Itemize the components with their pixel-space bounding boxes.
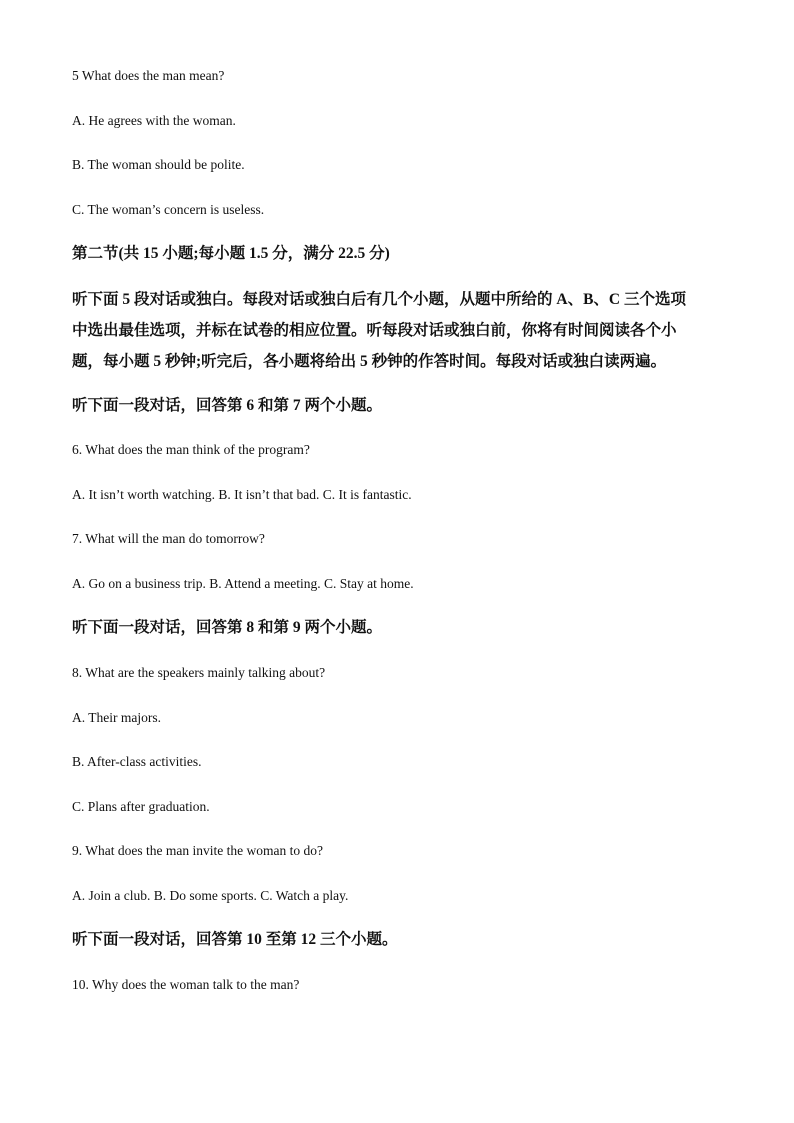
question-7-options: A. Go on a business trip. B. Attend a meeting. C. Stay at home. — [72, 576, 414, 591]
section-2-title: 第二节(共 15 小题;每小题 1.5 分，满分 22.5 分) — [72, 245, 390, 262]
group-2-heading: 听下面一段对话，回答第 8 和第 9 两个小题。 — [72, 619, 383, 636]
question-5-stem: 5 What does the man mean? — [72, 68, 225, 83]
section-2-instruction-line-3: 题，每小题 5 秒钟;听完后，各小题将给出 5 秒钟的作答时间。每段对话或独白读两遍。 — [72, 353, 667, 370]
question-5-option-b: B. The woman should be polite. — [72, 157, 245, 172]
question-10-stem: 10. Why does the woman talk to the man? — [72, 977, 300, 992]
question-6-stem: 6. What does the man think of the program? — [72, 442, 310, 457]
question-8-option-b: B. After-class activities. — [72, 754, 202, 769]
group-3-heading: 听下面一段对话，回答第 10 至第 12 三个小题。 — [72, 931, 398, 948]
group-1-heading: 听下面一段对话，回答第 6 和第 7 两个小题。 — [72, 397, 383, 414]
question-6-options: A. It isn’t worth watching. B. It isn’t that bad. C. It is fantastic. — [72, 487, 412, 502]
section-2-instruction-line-2: 中选出最佳选项，并标在试卷的相应位置。听每段对话或独白前，你将有时间阅读各个小 — [72, 322, 677, 339]
question-5-option-a: A. He agrees with the woman. — [72, 113, 236, 128]
question-8-stem: 8. What are the speakers mainly talking about? — [72, 665, 326, 680]
question-9-options: A. Join a club. B. Do some sports. C. Watch a play. — [72, 888, 349, 903]
question-7-stem: 7. What will the man do tomorrow? — [72, 531, 265, 546]
question-8-option-c: C. Plans after graduation. — [72, 799, 210, 814]
section-2-instruction-line-1: 听下面 5 段对话或独白。每段对话或独白后有几个小题，从题中所给的 A、B、C 三个选项 — [72, 291, 686, 308]
question-5-option-c: C. The woman’s concern is useless. — [72, 202, 265, 217]
question-8-option-a: A. Their majors. — [72, 710, 161, 725]
question-9-stem: 9. What does the man invite the woman to do? — [72, 843, 323, 858]
